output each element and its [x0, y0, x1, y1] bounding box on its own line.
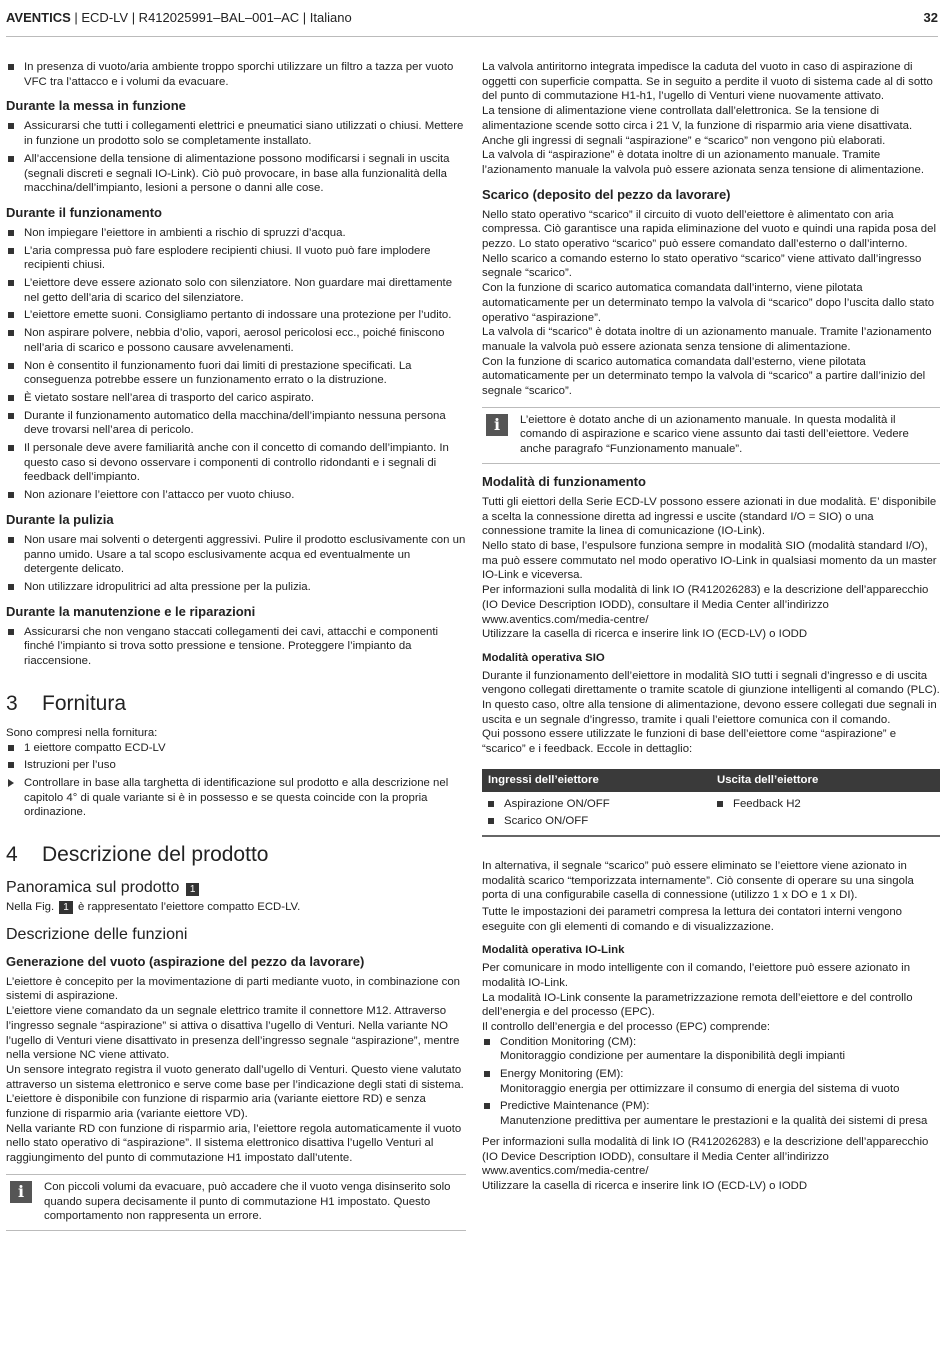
list-item: Feedback H2 — [715, 797, 936, 812]
list-item: L’eiettore emette suoni. Consigliamo pertanto di indossare una protezione per l’udito. — [6, 308, 466, 323]
paragraph: Un sensore integrato registra il vuoto generato dall’ugello di Venturi. Questo viene valutato attraverso un sistema elettronico e serve come base per l’indicazione degli stati di sistema. L’eiettore è disponibile con funzione di risparmio aria (variante eiettore RD) e senza funzione di risparmio aria (variante eiettore VD). — [6, 1063, 464, 1121]
list-item: È vietato sostare nell’area di trasporto del carico aspirato. — [6, 391, 466, 406]
list-item: All’accensione della tensione di alimentazione possono modificarsi i segnali in uscita (segnali discreti e segnali IO-Link). Ciò può provocare, in base alla funzionalità della macchina/dell’impianto, lesioni a persone o danni alle cose. — [6, 152, 466, 196]
page-number: 32 — [923, 10, 938, 25]
overview-text — [6, 900, 466, 915]
outputs-cell — [711, 792, 940, 836]
overview-text-post: è rappresentato l’eiettore compatto ECD-LV. — [78, 901, 301, 914]
epc-title: Energy Monitoring (EM): — [500, 1068, 624, 1081]
intro-list — [6, 60, 466, 89]
epc-desc: Monitoraggio energia per ottimizzare il consumo di energia del sistema di vuoto — [500, 1082, 900, 1095]
inputs-cell — [482, 792, 711, 836]
info-icon: i — [10, 1181, 32, 1203]
section-title: Fornitura — [42, 691, 127, 715]
paragraph: Nello stato operativo “scarico” il circuito di vuoto dell’eiettore è alimentato con aria compressa. Ciò garantisce una rapida eliminazione del vuoto e quindi una rapida posa del pezzo. Lo stato operativo “scarico” può essere comandato dall’esterno o dall’interno. — [482, 208, 937, 251]
list-item — [482, 1067, 940, 1096]
operation-list — [6, 226, 466, 503]
inputs-list — [486, 797, 707, 829]
header-title — [6, 11, 352, 26]
commissioning-heading: Durante la messa in funzione — [6, 98, 186, 114]
overview-title: Panoramica sul prodotto — [6, 879, 180, 897]
page-header — [6, 8, 938, 37]
paragraph: Per informazioni sulla modalità di link IO (R412026283) e la descrizione dell’apparecchio (IO Device Description IODD), consultare il Media Center all’indirizzo www.aventics.com/media-centre/ — [482, 584, 929, 626]
figure-ref-badge: 1 — [186, 883, 200, 896]
section-3-heading — [6, 691, 466, 717]
vacuum-heading: Generazione del vuoto (aspirazione del pezzo da lavorare) — [6, 953, 365, 969]
epc-title: Condition Monitoring (CM): — [500, 1035, 637, 1048]
iolink-heading: Modalità operativa IO-Link — [482, 944, 625, 957]
paragraph: La valvola di “scarico” è dotata inoltre di un azionamento manuale. Tramite l’azionamento manuale la valvola può essere azionata senza tensione di alimentazione. — [482, 326, 932, 353]
table-row — [482, 792, 940, 836]
delivery-instruction — [6, 776, 466, 820]
info-note — [482, 407, 940, 464]
paragraph: La tensione di alimentazione viene controllata dall’elettronica. Se la tensione di alimentazione scende sotto circa i 21 V, la funzione di risparmio aria viene disattivata. Anche gli ingressi di segnali “aspirazione” e “scarico” non vengono più elaborati. — [482, 105, 913, 147]
paragraph: Con la funzione di scarico automatica comandata dall’esterno, viene pilotata automaticamente per un determinato tempo la valvola di “scarico” a partire dall’inizio del segnale “scarico”. — [482, 355, 926, 398]
list-item: Il personale deve avere familiarità anche con il concetto di comando dell’impianto. In questo caso si devono osservare i componenti di controllo ridondanti e i segnali di feedback dell’impianto. — [6, 441, 466, 485]
overview-text-pre: Nella Fig. — [6, 901, 55, 914]
delivery-list — [6, 741, 466, 773]
section-title: Descrizione del prodotto — [42, 843, 269, 867]
paragraph: Nello scarico a comando esterno lo stato operativo “scarico” viene attivato dall’ingresso segnale “scarico”. — [482, 252, 922, 280]
list-item: Istruzioni per l’uso — [6, 758, 466, 773]
paragraph: Nello stato di base, l’espulsore funziona sempre in modalità SIO (modalità standard I/O), ma può essere commutato nel modo operativo IO-Link in qualsiasi momento da un master IO-Link e viceversa. — [482, 539, 937, 582]
paragraph: Durante il funzionamento dell’eiettore in modalità SIO tutti i segnali d’ingresso e di uscita vengono collegati direttamente o tramite scatole di giunzione intelligenti al comando (PLC). — [482, 669, 940, 697]
table-header-row — [482, 769, 940, 792]
list-item: Non aspirare polvere, nebbia d’olio, vapori, aerosol pericolosi ecc., poiché finiscono nell’aria di scarico e possono causare avvelenamenti. — [6, 326, 466, 355]
list-item: 1 eiettore compatto ECD-LV — [6, 741, 466, 756]
list-item: Non è consentito il funzionamento fuori dai limiti di prestazione specificati. La conseguenza potrebbe essere un funzionamento errato o la distruzione. — [6, 359, 466, 388]
list-item: Non impiegare l’eiettore in ambienti a rischio di spruzzi d’acqua. — [6, 226, 466, 241]
note-text: L’eiettore è dotato anche di un azionamento manuale. In questa modalità il comando di aspirazione e scarico viene assunto dai tasti dell’eiettore. Vedere anche paragrafo “Funzionamento manuale”. — [520, 413, 909, 456]
commissioning-list — [6, 119, 466, 196]
list-item — [482, 1035, 940, 1064]
section-4-heading — [6, 842, 466, 868]
info-note — [6, 1174, 466, 1231]
paragraph: La valvola di “aspirazione” è dotata inoltre di un azionamento manuale. Tramite l’azionamento manuale la valvola può essere azionata senza tensione di alimentazione. — [482, 149, 924, 176]
info-icon: i — [486, 414, 508, 436]
list-item: Non usare mai solventi o detergenti aggressivi. Pulire il prodotto esclusivamente con un panno umido. Usare a tal scopo esclusivamente acqua ed eventualmente un detergente delicato. — [6, 533, 466, 577]
paragraph: L’eiettore è concepito per la movimentazione di parti mediante vuoto, in combinazione con sistemi di aspirazione. — [6, 975, 460, 1003]
list-item: Scarico ON/OFF — [486, 814, 707, 829]
paragraph: Tutte le impostazioni dei parametri compresa la lettura dei contatori interni vengono eseguite con gli elementi di comando e di visualizzazione. — [482, 906, 902, 933]
list-item: Assicurarsi che tutti i collegamenti elettrici e pneumatici siano utilizzati o chiusi. Mettere in funzione un prodotto solo se completamente installato. — [6, 119, 466, 148]
paragraph: Per comunicare in modo intelligente con il comando, l’eiettore può essere azionato in modalità IO-Link. — [482, 962, 911, 989]
figure-ref-badge: 1 — [59, 901, 73, 914]
overview-heading — [6, 878, 466, 898]
delivery-intro: Sono compresi nella fornitura: — [6, 726, 158, 739]
io-table — [482, 769, 940, 837]
epc-list — [482, 1035, 940, 1129]
paragraph: Nella variante RD con funzione di risparmio aria, l’eiettore regola automaticamente il vuoto nello stato operativo di “aspirazione”. Il sistema elettronico disattiva l’ugello Venturi al raggiungimento del punto di commutazione H1 impostato dall’utente. — [6, 1122, 462, 1165]
paragraph: La modalità IO-Link consente la parametrizzazione remota dell’eiettore e del controllo dell’energia e del processo (EPC). — [482, 991, 913, 1019]
list-item: L’aria compressa può fare esplodere recipienti chiusi. Il vuoto può fare implodere recipienti chiusi. — [6, 244, 466, 273]
paragraph: Qui possono essere utilizzate le funzioni di base dell’eiettore come “aspirazione” e “scarico” e i feedback. Eccole in dettaglio: — [482, 728, 897, 756]
list-item: Assicurarsi che non vengano staccati collegamenti dei cavi, attacchi e componenti finché l’impianto si trova sotto pressione e tensione. Proteggere l’impianto da riaccensione. — [6, 625, 466, 669]
paragraph: Per informazioni sulla modalità di link IO (R412026283) e la descrizione dell’apparecchio (IO Device Description IODD), consultare il Media Center all’indirizzo www.aventics.com/media-centre/ — [482, 1135, 929, 1178]
list-item: Non utilizzare idropulitrici ad alta pressione per la pulizia. — [6, 580, 466, 595]
left-column — [6, 60, 466, 1241]
paragraph: Utilizzare la casella di ricerca e inserire link IO (ECD-LV) o IODD — [482, 1180, 808, 1192]
right-column — [482, 60, 940, 1194]
list-item: Aspirazione ON/OFF — [486, 797, 707, 812]
doc-reference: | ECD-LV | R412025991–BAL–001–AC | Italiano — [70, 10, 352, 25]
list-item: L’eiettore deve essere azionato solo con silenziatore. Non guardare mai direttamente nel getto dell’aria di scarico del silenziatore. — [6, 276, 466, 305]
paragraph: Con la funzione di scarico automatica comandata dall’interno, viene pilotata automaticamente per un determinato tempo la valvola di “scarico” dopo l’uscita dallo stato operativo “aspirazione”. — [482, 282, 935, 324]
paragraph: Tutti gli eiettori della Serie ECD-LV possono essere azionati in due modalità. E’ disponibile a scelta la connessione diretta ad ingressi e uscite (standard I/O = SIO) o una connessione tramite la linea di comunicazione (IO-Link). — [482, 495, 937, 538]
section-number: 4 — [6, 843, 18, 867]
list-item — [482, 1099, 940, 1128]
note-text: Con piccoli volumi da evacuare, può accadere che il vuoto venga disinserito solo quando supera decisamente il punto di commutazione H1 impostato. Questo comportamento non rappresenta un errore. — [44, 1180, 451, 1223]
paragraph: Utilizzare la casella di ricerca e inserire link IO (ECD-LV) o IODD — [482, 628, 808, 641]
paragraph: Il controllo dell’energia e del processo (EPC) comprende: — [482, 1020, 771, 1033]
cleaning-list — [6, 533, 466, 595]
outputs-list — [715, 797, 936, 812]
paragraph: L’eiettore viene comandato da un segnale elettrico tramite il connettore M12. Attraverso l’ingresso segnale “aspirazione” si attiva o disattiva l’ugello di Venturi. Nella variante NO l’ugello di Venturi viene disattivato in presenza dell’ingresso segnale “aspirazione”, mentre nella versione NC viene attivato. — [6, 1005, 460, 1062]
column-header-inputs: Ingressi dell’eiettore — [482, 769, 711, 792]
paragraph: In questo caso, oltre alla tensione di alimentazione, devono essere collegati due segnali in uscita e un segnale d’ingresso, tramite i quali l’eiettore comunica con il comando. — [482, 699, 937, 726]
list-item: Durante il funzionamento automatico della macchina/dell’impianto nessuna persona deve trovarsi nell’area di pericolo. — [6, 409, 466, 438]
epc-desc: Manutenzione predittiva per aumentare le prestazioni e la qualità dei sistemi di presa — [500, 1115, 928, 1128]
paragraph: In alternativa, il segnale “scarico” può essere eliminato se l’eiettore viene azionato in modalità scarico “temporizzata internamente”. Ciò consente di operare su una singola porta di una configurabile casella di connessione (utilizzo 1 x DO e 1 x DI). — [482, 859, 914, 902]
list-item: In presenza di vuoto/aria ambiente troppo sporchi utilizzare un filtro a tazza per vuoto VFC tra l’attacco e i volumi da evacuare. — [6, 60, 466, 89]
epc-desc: Monitoraggio condizione per aumentare la disponibilità degli impianti — [500, 1050, 846, 1063]
paragraph: La valvola antiritorno integrata impedisce la caduta del vuoto in caso di aspirazione di oggetti con superficie compatta. Se in seguito a perdite il vuoto di sistema cade al di sotto del punto di commutazione H1-h1, l’ugello di Venturi viene nuovamente attivato. — [482, 61, 933, 103]
operation-heading: Durante il funzionamento — [6, 204, 162, 220]
section-number: 3 — [6, 691, 18, 715]
column-header-output: Uscita dell’eiettore — [711, 769, 940, 792]
epc-title: Predictive Maintenance (PM): — [500, 1100, 650, 1113]
list-item: Non azionare l’eiettore con l’attacco per vuoto chiuso. — [6, 488, 466, 503]
maintenance-list — [6, 625, 466, 669]
instruction-item: Controllare in base alla targhetta di identificazione sul prodotto e alla descrizione nel capitolo 4° di quale variante si è in possesso e se questa coincide con la propria ordinazione. — [6, 776, 466, 820]
maintenance-heading: Durante la manutenzione e le riparazioni — [6, 603, 256, 619]
brand-name: AVENTICS — [6, 10, 71, 25]
modes-heading: Modalità di funzionamento — [482, 473, 646, 489]
functions-heading: Descrizione delle funzioni — [6, 925, 188, 943]
cleaning-heading: Durante la pulizia — [6, 511, 114, 527]
sio-heading: Modalità operativa SIO — [482, 651, 605, 664]
discharge-heading: Scarico (deposito del pezzo da lavorare) — [482, 186, 731, 202]
